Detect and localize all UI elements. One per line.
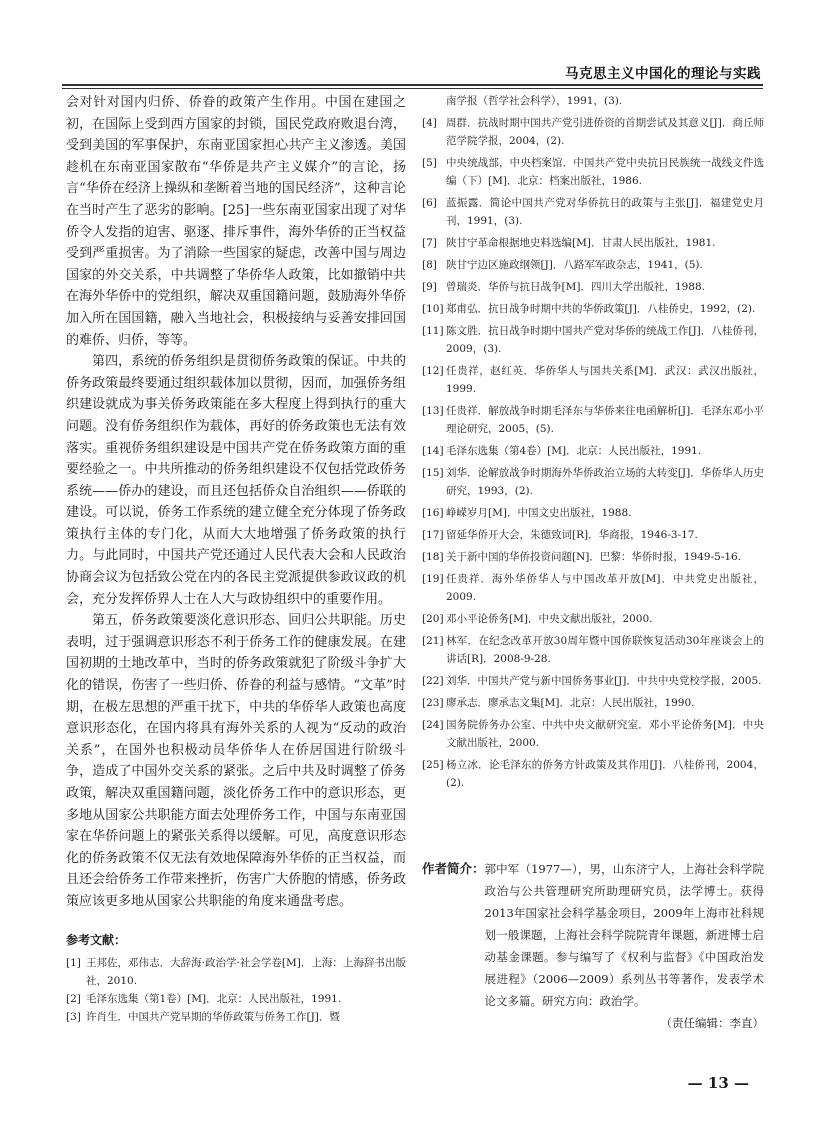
author-bio-label: 作者简介： (422, 861, 485, 876)
reference-number: [1] (66, 956, 81, 969)
reference-item (66, 954, 406, 990)
reference-number: [3] (66, 1010, 81, 1023)
reference-text: 王邦佐，邓伟志．大辞海·政治学·社会学卷[M]．上海：上海辞书出版社，2010. (86, 956, 406, 987)
reference-text: 杨立冰．论毛泽东的侨务方针政策及其作用[J]．八桂侨刊，2004，(2). (446, 759, 764, 789)
reference-number: [22] (422, 675, 444, 687)
reference-item (422, 300, 764, 318)
reference-number: [5] (422, 157, 437, 169)
reference-number: [21] (422, 635, 444, 647)
right-column (422, 92, 764, 796)
journal-section-title: 马克思主义中国化的理论与实践 (565, 66, 761, 82)
references-heading: 参考文献： (66, 932, 127, 947)
reference-item (422, 632, 764, 668)
reference-text: 中央统战部，中央档案馆．中国共产党中央抗日民族统一战线文件选编（下）[M]．北京：档案出版社，1986. (446, 157, 764, 187)
reference-text: 南学报（哲学社会科学），1991，(3). (446, 95, 623, 107)
reference-text: 周群．抗战时期中国共产党引进侨资的首期尝试及其意义[J]．商丘师范学院学报，2004，(2). (446, 117, 764, 147)
reference-item (422, 114, 764, 150)
reference-text: 国务院侨务办公室、中共中央文献研究室．邓小平论侨务[M]．中央文献出版社，2000. (446, 719, 764, 749)
reference-item (422, 278, 764, 296)
reference-number: [2] (66, 992, 81, 1005)
reference-number: [17] (422, 529, 444, 541)
reference-text: 毛泽东选集（第4卷）[M]．北京：人民出版社，1991. (446, 445, 702, 457)
reference-list (422, 114, 764, 792)
reference-number: [23] (422, 697, 444, 709)
reference-number: [8] (422, 259, 437, 271)
reference-text: 曾瑞炎．华侨与抗日战争[M]．四川大学出版社，1988. (446, 281, 706, 293)
header-rule-thin (62, 88, 763, 89)
body-paragraph: 会对针对国内归侨、侨眷的政策产生作用。中国在建国之初，在国际上受到西方国家的封锁，国民党政府败退台湾，受到美国的军事保护，东南亚国家担心共产主义渗透。美国趁机在东南亚国家散布“华侨是共产主义媒介”的言论，扬言“华侨在经济上操纵和垄断着当地的国民经济”，这种言论在当时产生了恶劣的影响。[25]一些东南亚国家出现了对华侨令人发指的迫害、驱逐、排斥事件，海外华侨的正当权益受到严重损害。为了消除一些国家的疑虑，改善中国与周边国家的外交关系，中共调整了华侨华人政策，比如撤销中共在海外华侨中的党组织，解决双重国籍问题，鼓励海外华侨加入所在国国籍，融入当地社会，积极接纳与妥善安排回国的难侨、归侨，等等。 (66, 95, 406, 348)
reference-item (422, 570, 764, 606)
reference-item (422, 756, 764, 792)
reference-text: 陈文胜．抗日战争时期中国共产党对华侨的统战工作[J]．八桂侨刊，2009，(3). (446, 325, 764, 355)
reference-text: 许肖生．中国共产党早期的华侨政策与侨务工作[J]．暨 (86, 1010, 340, 1023)
reference-number: [20] (422, 613, 444, 625)
reference-item (422, 548, 764, 566)
reference-item (422, 194, 764, 230)
reference-text: 任贵祥，赵红英．华侨华人与国共关系[M]．武汉：武汉出版社，1999. (446, 365, 764, 395)
reference-item (422, 402, 764, 438)
reference-text: 任贵祥．海外华侨华人与中国改革开放[M]．中共党史出版社，2009. (446, 573, 764, 603)
reference-item (422, 716, 764, 752)
reference-number: [25] (422, 759, 444, 771)
reference-item (422, 672, 764, 690)
reference-text: 邓小平论侨务[M]．中央文献出版社，2000. (446, 613, 653, 625)
reference-text: 留延华侨开大会，朱德致词[R]．华商报，1946-3-17. (446, 529, 698, 541)
reference-text: 刘华．论解放战争时期海外华侨政治立场的大转变[J]．华侨华人历史研究，1993，(2). (446, 467, 764, 497)
reference-number: [24] (422, 719, 444, 731)
reference-number: [11] (422, 325, 444, 337)
reference-text: 任贵祥．解放战争时期毛泽东与华侨来往电函解析[J]．毛泽东邓小平理论研究，2005，(5). (446, 405, 764, 435)
reference-number: [10] (422, 303, 444, 315)
reference-text: 关于新中国的华侨投资问题[N]．巴黎：华侨时报，1949-5-16. (446, 551, 742, 563)
reference-item (422, 504, 764, 522)
reference-item (422, 610, 764, 628)
left-column (66, 92, 406, 1026)
header-rule (62, 84, 763, 86)
reference-item (66, 1008, 406, 1026)
reference-text: 廖承志．廖承志文集[M]．北京：人民出版社，1990. (446, 697, 695, 709)
reference-number: [7] (422, 237, 437, 249)
reference-item (422, 694, 764, 712)
reference-text: 蓝振露．简论中国共产党对华侨抗日的政策与主张[J]．福建党史月刊，1991，(3). (446, 197, 764, 227)
reference-number: [16] (422, 507, 444, 519)
reference-item (66, 990, 406, 1008)
reference-number: [13] (422, 405, 444, 417)
reference-number: [15] (422, 467, 444, 479)
reference-item (422, 322, 764, 358)
reference-text: 毛泽东选集（第1卷）[M]．北京：人民出版社，1991. (86, 992, 342, 1005)
body-paragraph: 第四，系统的侨务组织是贯彻侨务政策的保证。中共的侨务政策最终要通过组织载体加以贯彻，因而，加强侨务组织建设就成为事关侨务政策能在多大程度上得到执行的重大问题。没有侨务组织作为载体，再好的侨务政策也无法有效落实。重视侨务组织建设是中国共产党在侨务政策方面的重要经验之一。中共所推动的侨务组织建设不仅包括党政侨务系统——侨办的建设，而且还包括侨众自治组织——侨联的建设。可以说，侨务工作系统的建立健全充分体现了侨务政策执行主体的专门化，从而大大地增强了侨务政策的执行力。与此同时，中国共产党还通过人民代表大会和人民政治协商会议为包括致公党在内的各民主党派提供参政议政的机会，充分发挥侨界人士在人大与政协组织中的重要作用。 (66, 354, 406, 607)
reference-item (422, 464, 764, 500)
reference-number: [12] (422, 365, 444, 377)
reference-item (422, 256, 764, 274)
reference-item (422, 442, 764, 460)
reference-item-continuation (422, 92, 764, 110)
editor-credit: （责任编辑：李直） (660, 1016, 764, 1030)
reference-number: [14] (422, 445, 444, 457)
reference-text: 峥嵘岁月[M]．中国文史出版社，1988. (446, 507, 632, 519)
reference-text: 郑甫弘．抗日战争时期中共的华侨政策[J]．八桂侨史，1992，(2). (446, 303, 756, 315)
author-bio-text: 郭中军（1977—），男，山东济宁人，上海社会科学院政治与公共管理研究所助理研究员，法学博士。获得2013年国家社会科学基金项目，2009年上海市社科规划一般课题，上海社会科学院院青年课题，新进博士启动基金课题。参与编写了《权利与监督》《中国政治发展进程》（2006—2009）系列丛书等著作，发表学术论文多篇。研究方向：政治学。 (484, 862, 764, 1008)
reference-number: [4] (422, 117, 437, 129)
reference-number: [9] (422, 281, 437, 293)
reference-item (422, 362, 764, 398)
reference-text: 刘华．中国共产党与新中国侨务事业[J]．中共中央党校学报，2005. (446, 675, 762, 687)
reference-number: [18] (422, 551, 444, 563)
reference-item (422, 526, 764, 544)
body-paragraph: 第五，侨务政策要淡化意识形态、回归公共职能。历史表明，过于强调意识形态不利于侨务工作的健康发展。在建国初期的土地改革中，当时的侨务政策就犯了阶级斗争扩大化的错误，伤害了一些归侨、侨眷的利益与感情。“文革”时期，在极左思想的严重干扰下，中共的华侨华人政策也高度意识形态化，在国内将具有海外关系的人视为“反动的政治关系”，在国外也积极动员华侨华人在侨居国进行阶级斗争，造成了中国外交关系的紧张。之后中共及时调整了侨务政策，解决双重国籍问题，淡化侨务工作中的意识形态，更多地从国家公共职能方面去处理侨务工作，中国与东南亚国家在华侨问题上的紧张关系得以缓解。可见，高度意识形态化的侨务政策不仅无法有效地保障海外华侨的正当权益，而且还会给侨务工作带来挫折，伤害广大侨胞的情感，侨务政策应该更多地从国家公共职能的角度来通盘考虑。 (66, 613, 406, 909)
author-bio (422, 858, 764, 1034)
reference-item (422, 154, 764, 190)
reference-text: 林军．在纪念改革开放30周年暨中国侨联恢复活动30年座谈会上的讲话[R]．2008-9-28. (446, 635, 764, 665)
reference-text: 陕甘宁边区施政纲领[J]．八路军军政杂志，1941，(5). (446, 259, 703, 271)
reference-number: [19] (422, 573, 444, 585)
page-number: — 13 — (687, 1074, 749, 1092)
reference-number: [6] (422, 197, 437, 209)
reference-text: 陕甘宁革命根据地史料选编[M]．甘肃人民出版社，1981. (446, 237, 716, 249)
reference-item (422, 234, 764, 252)
